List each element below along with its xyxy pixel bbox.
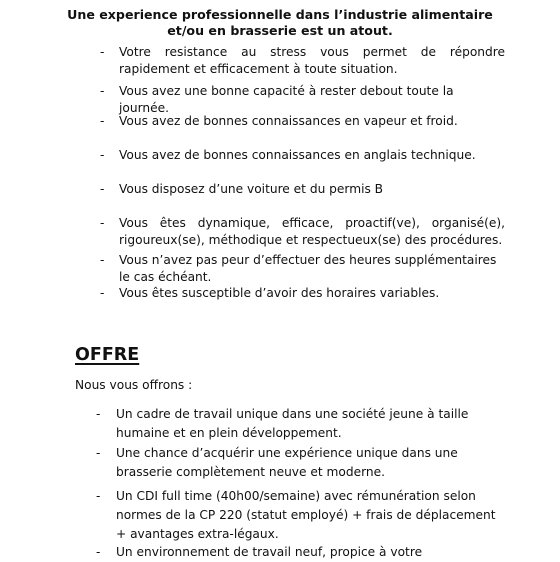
bullet-dash: -	[96, 545, 101, 559]
headline-line-2: et/ou en brasserie est un atout.	[167, 23, 393, 38]
requirement-item	[100, 252, 505, 286]
bullet-dash: -	[100, 253, 105, 267]
bullet-dash: -	[100, 286, 105, 300]
offer-item	[96, 487, 506, 544]
headline-line-1: Une experience professionnelle dans l’industrie alimentaire	[67, 7, 493, 22]
bullet-dash: -	[96, 446, 101, 460]
requirement-item	[100, 215, 505, 249]
bullet-dash: -	[96, 489, 101, 503]
offer-item	[96, 405, 506, 443]
bullet-dash: -	[100, 114, 105, 128]
offer-text: Un environnement de travail neuf, propice à votre	[116, 545, 423, 559]
requirement-item	[100, 83, 505, 117]
offer-item	[96, 444, 506, 482]
requirement-item	[100, 181, 505, 198]
requirement-item	[100, 147, 505, 164]
bullet-dash: -	[100, 148, 105, 162]
requirement-item	[100, 285, 505, 302]
bullet-dash: -	[100, 216, 105, 230]
requirement-item	[100, 44, 505, 78]
bullet-dash: -	[100, 182, 105, 196]
offer-text: Une chance d’acquérir une expérience unique dans une brasserie complètement neuve et moderne.	[116, 446, 458, 479]
requirement-text: Vous avez une bonne capacité à rester debout toute la journée.	[119, 84, 454, 115]
offer-text: Un CDI full time (40h00/semaine) avec rémunération selon normes de la CP 220 (statut employé) + frais de déplacement + avantages extra-légaux.	[116, 489, 496, 541]
requirement-text: Vous disposez d’une voiture et du permis B	[119, 182, 384, 196]
offre-intro: Nous vous offrons :	[75, 378, 193, 392]
requirement-headline	[60, 7, 500, 39]
requirement-text: Vous êtes dynamique, efficace, proactif(ve), organisé(e), rigoureux(se), méthodique et respectueux(se) des procédures.	[119, 216, 505, 247]
requirement-text: Vous avez de bonnes connaissances en vapeur et froid.	[119, 114, 458, 128]
requirement-text: Votre resistance au stress vous permet de répondre rapidement et efficacement à toute situation.	[119, 45, 505, 76]
bullet-dash: -	[100, 84, 105, 98]
bullet-dash: -	[100, 45, 105, 59]
requirement-text: Vous avez de bonnes connaissances en anglais technique.	[119, 148, 476, 162]
bullet-dash: -	[96, 407, 101, 421]
offer-item	[96, 543, 506, 562]
requirement-text: Vous n’avez pas peur d’effectuer des heures supplémentaires le cas échéant.	[119, 253, 497, 284]
section-title-offre: OFFRE	[75, 345, 140, 365]
requirement-item	[100, 113, 505, 130]
requirement-text: Vous êtes susceptible d’avoir des horaires variables.	[119, 286, 440, 300]
offer-text: Un cadre de travail unique dans une société jeune à taille humaine et en plein développement.	[116, 407, 469, 440]
